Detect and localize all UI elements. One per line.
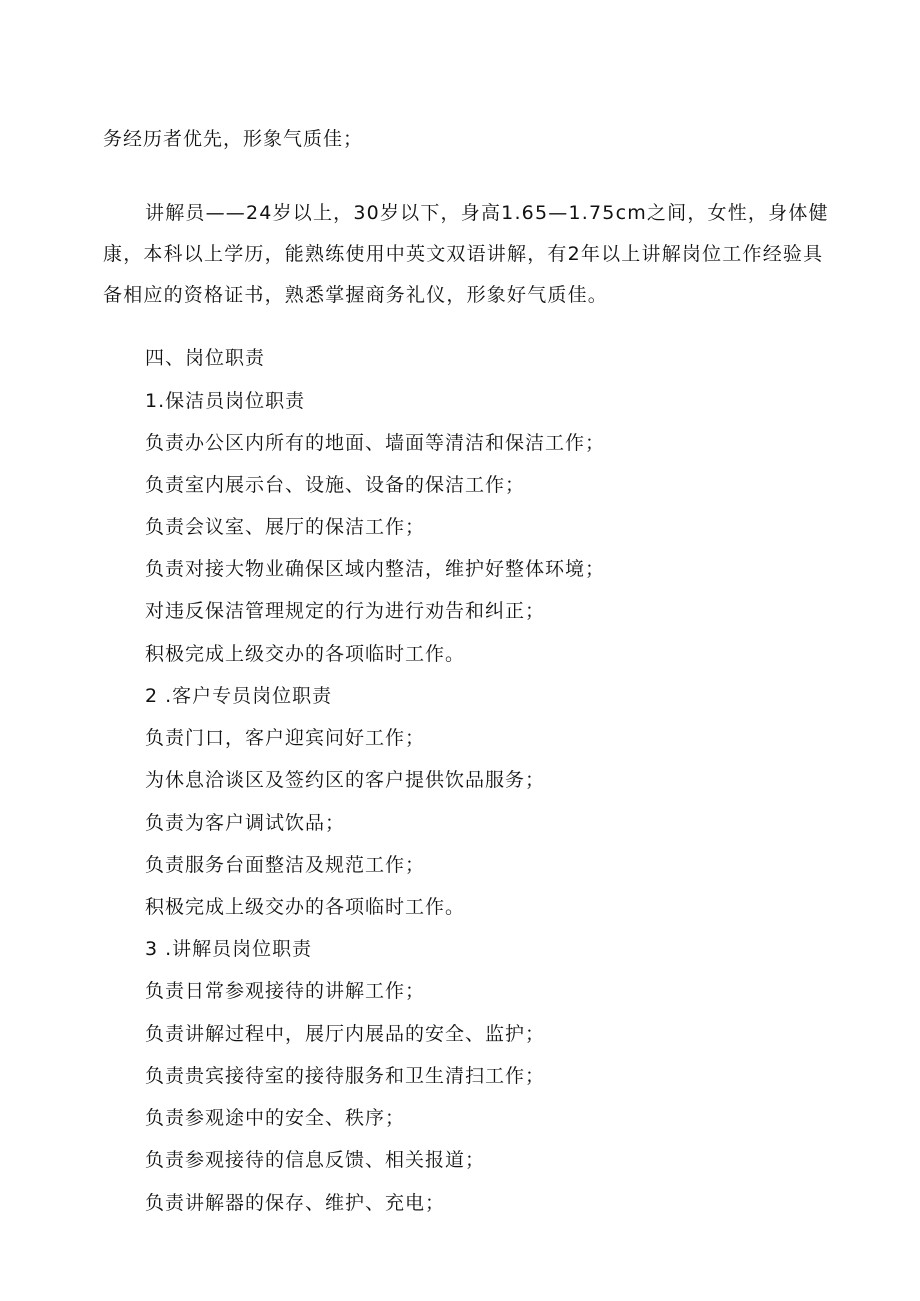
guide-requirement-paragraph: 讲解员——24岁以上，30岁以下，身高1.65—1.75cm之间，女性，身体健康，本科以上学历，能熟练使用中英文双语讲解，有2年以上讲解岗位工作经验具备相应的资格证书，熟悉掌握商务礼仪，形象好气质佳。 (103, 202, 829, 306)
guide-duty-item: 负责贵宾接待室的接待服务和卫生清扫工作； (145, 1065, 546, 1087)
cleaner-duty-item: 负责会议室、展厅的保洁工作； (145, 516, 426, 538)
cleaner-duty-item: 负责办公区内所有的地面、墙面等清洁和保洁工作； (145, 432, 606, 454)
cleaner-duty-item: 对违反保洁管理规定的行为进行劝告和纠正； (145, 600, 546, 622)
customer-duty-item: 为休息洽谈区及签约区的客户提供饮品服务； (145, 769, 546, 791)
customer-duty-item: 负责门口，客户迎宾问好工作； (145, 727, 426, 749)
guide-heading: 3 .讲解员岗位职责 (145, 938, 313, 960)
guide-duty-item: 负责参观接待的信息反馈、相关报道； (145, 1149, 486, 1171)
cleaner-duty-item: 积极完成上级交办的各项临时工作。 (145, 643, 466, 665)
cleaner-heading: 1.保洁员岗位职责 (145, 390, 306, 412)
cleaner-duty-item: 负责对接大物业确保区域内整洁，维护好整体环境； (145, 558, 606, 580)
continuation-line: 务经历者优先，形象气质佳； (103, 128, 364, 150)
section-heading: 四、岗位职责 (145, 347, 266, 369)
guide-duty-item: 负责讲解器的保存、维护、充电； (145, 1192, 446, 1214)
customer-duty-item: 积极完成上级交办的各项临时工作。 (145, 896, 466, 918)
guide-duty-item: 负责日常参观接待的讲解工作； (145, 980, 426, 1002)
cleaner-duty-item: 负责室内展示台、设施、设备的保洁工作； (145, 474, 526, 496)
customer-specialist-heading: 2 .客户专员岗位职责 (145, 685, 333, 707)
customer-duty-item: 负责服务台面整洁及规范工作； (145, 854, 426, 876)
guide-duty-item: 负责参观途中的安全、秩序； (145, 1107, 406, 1129)
customer-duty-item: 负责为客户调试饮品； (145, 812, 346, 834)
guide-duty-item: 负责讲解过程中，展厅内展品的安全、监护； (145, 1023, 546, 1045)
